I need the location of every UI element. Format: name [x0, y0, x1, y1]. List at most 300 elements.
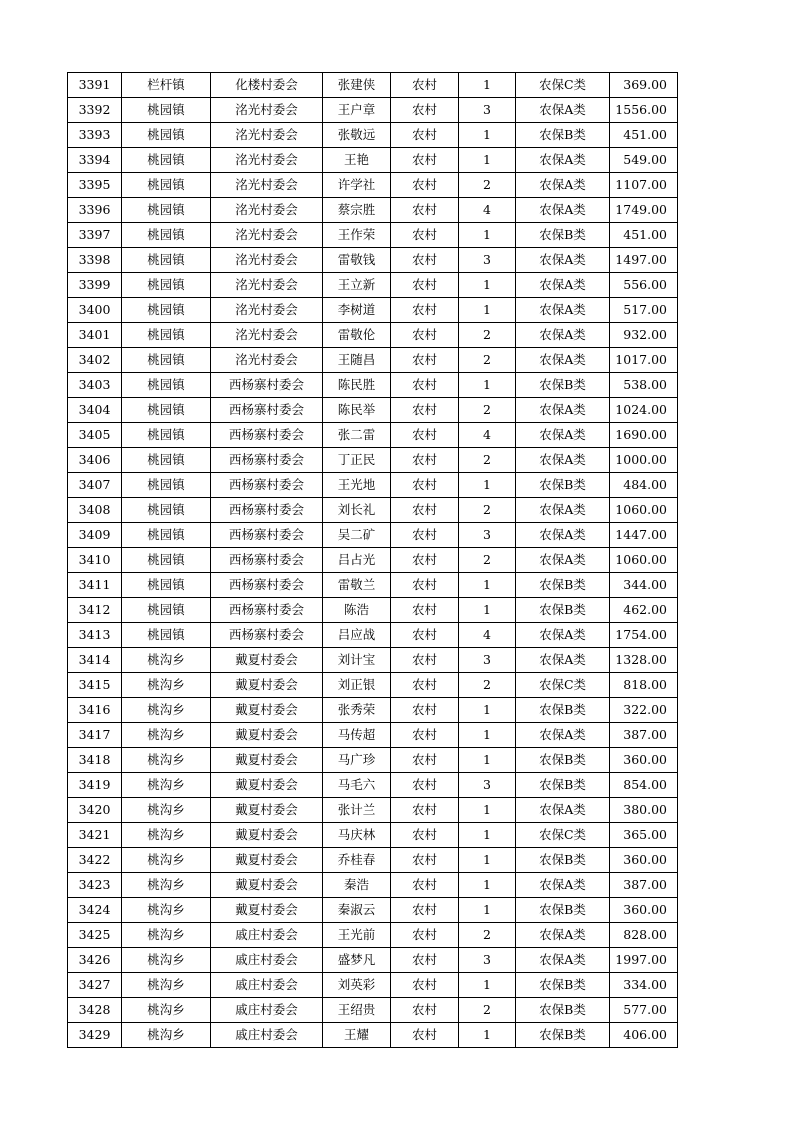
table-row — [68, 348, 678, 373]
household-count-cell: 3 — [459, 523, 516, 548]
serial-number-cell: 3418 — [68, 748, 122, 773]
village-committee-cell: 西杨寨村委会 — [211, 548, 323, 573]
household-count-cell: 1 — [459, 873, 516, 898]
town-cell: 桃园镇 — [122, 148, 211, 173]
residence-type-cell: 农村 — [391, 998, 459, 1023]
insurance-category-cell: 农保B类 — [516, 573, 610, 598]
serial-number-cell: 3422 — [68, 848, 122, 873]
insurance-category-cell: 农保B类 — [516, 848, 610, 873]
table-row — [68, 973, 678, 998]
table-body — [68, 73, 678, 1048]
town-cell: 桃园镇 — [122, 273, 211, 298]
residence-type-cell: 农村 — [391, 623, 459, 648]
town-cell: 桃沟乡 — [122, 998, 211, 1023]
household-count-cell: 1 — [459, 823, 516, 848]
residence-type-cell: 农村 — [391, 198, 459, 223]
name-cell: 雷敬兰 — [323, 573, 391, 598]
serial-number-cell: 3404 — [68, 398, 122, 423]
name-cell: 刘长礼 — [323, 498, 391, 523]
insurance-category-cell: 农保B类 — [516, 898, 610, 923]
household-count-cell: 4 — [459, 423, 516, 448]
insurance-category-cell: 农保A类 — [516, 548, 610, 573]
household-count-cell: 1 — [459, 1023, 516, 1048]
town-cell: 桃园镇 — [122, 98, 211, 123]
village-committee-cell: 洺光村委会 — [211, 148, 323, 173]
insurance-category-cell: 农保A类 — [516, 273, 610, 298]
residence-type-cell: 农村 — [391, 248, 459, 273]
amount-cell: 451.00 — [610, 123, 678, 148]
town-cell: 桃园镇 — [122, 548, 211, 573]
town-cell: 桃园镇 — [122, 448, 211, 473]
amount-cell: 1447.00 — [610, 523, 678, 548]
insurance-category-cell: 农保B类 — [516, 773, 610, 798]
town-cell: 桃沟乡 — [122, 698, 211, 723]
table-row — [68, 798, 678, 823]
name-cell: 王艳 — [323, 148, 391, 173]
household-count-cell: 3 — [459, 98, 516, 123]
insurance-category-cell: 农保C类 — [516, 73, 610, 98]
serial-number-cell: 3420 — [68, 798, 122, 823]
village-committee-cell: 西杨寨村委会 — [211, 498, 323, 523]
amount-cell: 556.00 — [610, 273, 678, 298]
serial-number-cell: 3395 — [68, 173, 122, 198]
amount-cell: 360.00 — [610, 898, 678, 923]
household-count-cell: 1 — [459, 973, 516, 998]
table-row — [68, 923, 678, 948]
amount-cell: 334.00 — [610, 973, 678, 998]
serial-number-cell: 3396 — [68, 198, 122, 223]
insurance-category-cell: 农保A类 — [516, 298, 610, 323]
residence-type-cell: 农村 — [391, 273, 459, 298]
table-row — [68, 373, 678, 398]
name-cell: 张敬远 — [323, 123, 391, 148]
residence-type-cell: 农村 — [391, 323, 459, 348]
amount-cell: 322.00 — [610, 698, 678, 723]
name-cell: 马毛六 — [323, 773, 391, 798]
town-cell: 桃园镇 — [122, 123, 211, 148]
town-cell: 桃沟乡 — [122, 723, 211, 748]
insurance-category-cell: 农保A类 — [516, 523, 610, 548]
residence-type-cell: 农村 — [391, 73, 459, 98]
residence-type-cell: 农村 — [391, 973, 459, 998]
village-committee-cell: 洺光村委会 — [211, 248, 323, 273]
name-cell: 王作荣 — [323, 223, 391, 248]
residence-type-cell: 农村 — [391, 723, 459, 748]
name-cell: 王绍贵 — [323, 998, 391, 1023]
village-committee-cell: 戚庄村委会 — [211, 923, 323, 948]
village-committee-cell: 戴夏村委会 — [211, 673, 323, 698]
insurance-category-cell: 农保A类 — [516, 448, 610, 473]
amount-cell: 1024.00 — [610, 398, 678, 423]
residence-type-cell: 农村 — [391, 923, 459, 948]
amount-cell: 818.00 — [610, 673, 678, 698]
insurance-category-cell: 农保A类 — [516, 948, 610, 973]
household-count-cell: 3 — [459, 648, 516, 673]
town-cell: 桃园镇 — [122, 323, 211, 348]
household-count-cell: 1 — [459, 698, 516, 723]
name-cell: 张秀荣 — [323, 698, 391, 723]
table-row — [68, 448, 678, 473]
residence-type-cell: 农村 — [391, 573, 459, 598]
residence-type-cell: 农村 — [391, 598, 459, 623]
town-cell: 桃园镇 — [122, 298, 211, 323]
household-count-cell: 1 — [459, 373, 516, 398]
serial-number-cell: 3414 — [68, 648, 122, 673]
household-count-cell: 1 — [459, 148, 516, 173]
name-cell: 雷敬伦 — [323, 323, 391, 348]
town-cell: 栏杆镇 — [122, 73, 211, 98]
name-cell: 张计兰 — [323, 798, 391, 823]
name-cell: 王光前 — [323, 923, 391, 948]
household-count-cell: 2 — [459, 998, 516, 1023]
town-cell: 桃园镇 — [122, 198, 211, 223]
table-row — [68, 673, 678, 698]
insurance-category-cell: 农保A类 — [516, 148, 610, 173]
residence-type-cell: 农村 — [391, 673, 459, 698]
table-row — [68, 223, 678, 248]
village-committee-cell: 洺光村委会 — [211, 123, 323, 148]
amount-cell: 854.00 — [610, 773, 678, 798]
amount-cell: 1997.00 — [610, 948, 678, 973]
insurance-category-cell: 农保A类 — [516, 873, 610, 898]
town-cell: 桃园镇 — [122, 498, 211, 523]
village-committee-cell: 西杨寨村委会 — [211, 598, 323, 623]
town-cell: 桃沟乡 — [122, 923, 211, 948]
town-cell: 桃沟乡 — [122, 798, 211, 823]
household-count-cell: 1 — [459, 598, 516, 623]
table-row — [68, 148, 678, 173]
table-row — [68, 773, 678, 798]
insurance-category-cell: 农保B类 — [516, 748, 610, 773]
household-count-cell: 1 — [459, 473, 516, 498]
table-row — [68, 398, 678, 423]
village-committee-cell: 洺光村委会 — [211, 348, 323, 373]
table-row — [68, 548, 678, 573]
residence-type-cell: 农村 — [391, 773, 459, 798]
serial-number-cell: 3406 — [68, 448, 122, 473]
serial-number-cell: 3410 — [68, 548, 122, 573]
table-row — [68, 623, 678, 648]
insurance-category-cell: 农保C类 — [516, 823, 610, 848]
residence-type-cell: 农村 — [391, 948, 459, 973]
insurance-category-cell: 农保B类 — [516, 973, 610, 998]
table-row — [68, 298, 678, 323]
serial-number-cell: 3411 — [68, 573, 122, 598]
residence-type-cell: 农村 — [391, 348, 459, 373]
village-committee-cell: 戴夏村委会 — [211, 648, 323, 673]
insurance-category-cell: 农保A类 — [516, 173, 610, 198]
serial-number-cell: 3429 — [68, 1023, 122, 1048]
name-cell: 王随昌 — [323, 348, 391, 373]
village-committee-cell: 戴夏村委会 — [211, 698, 323, 723]
household-count-cell: 1 — [459, 223, 516, 248]
residence-type-cell: 农村 — [391, 648, 459, 673]
residence-type-cell: 农村 — [391, 173, 459, 198]
insurance-category-cell: 农保A类 — [516, 323, 610, 348]
town-cell: 桃沟乡 — [122, 948, 211, 973]
serial-number-cell: 3407 — [68, 473, 122, 498]
amount-cell: 406.00 — [610, 1023, 678, 1048]
town-cell: 桃沟乡 — [122, 673, 211, 698]
name-cell: 陈浩 — [323, 598, 391, 623]
village-committee-cell: 戴夏村委会 — [211, 773, 323, 798]
table-row — [68, 98, 678, 123]
amount-cell: 387.00 — [610, 723, 678, 748]
amount-cell: 1556.00 — [610, 98, 678, 123]
table-row — [68, 698, 678, 723]
amount-cell: 484.00 — [610, 473, 678, 498]
name-cell: 王户章 — [323, 98, 391, 123]
household-count-cell: 1 — [459, 573, 516, 598]
town-cell: 桃沟乡 — [122, 973, 211, 998]
residence-type-cell: 农村 — [391, 698, 459, 723]
name-cell: 陈民胜 — [323, 373, 391, 398]
residence-type-cell: 农村 — [391, 398, 459, 423]
table-row — [68, 873, 678, 898]
insurance-category-cell: 农保B类 — [516, 373, 610, 398]
insurance-category-cell: 农保A类 — [516, 798, 610, 823]
insurance-category-cell: 农保B类 — [516, 698, 610, 723]
name-cell: 刘正银 — [323, 673, 391, 698]
residence-type-cell: 农村 — [391, 548, 459, 573]
name-cell: 秦淑云 — [323, 898, 391, 923]
name-cell: 马庆林 — [323, 823, 391, 848]
name-cell: 雷敬钱 — [323, 248, 391, 273]
town-cell: 桃沟乡 — [122, 1023, 211, 1048]
household-count-cell: 1 — [459, 723, 516, 748]
table-row — [68, 498, 678, 523]
insurance-category-cell: 农保A类 — [516, 723, 610, 748]
household-count-cell: 1 — [459, 798, 516, 823]
village-committee-cell: 戴夏村委会 — [211, 873, 323, 898]
village-committee-cell: 戚庄村委会 — [211, 1023, 323, 1048]
insurance-category-cell: 农保A类 — [516, 98, 610, 123]
amount-cell: 1017.00 — [610, 348, 678, 373]
residence-type-cell: 农村 — [391, 423, 459, 448]
residence-type-cell: 农村 — [391, 123, 459, 148]
amount-cell: 517.00 — [610, 298, 678, 323]
village-committee-cell: 洺光村委会 — [211, 173, 323, 198]
name-cell: 张建侠 — [323, 73, 391, 98]
residence-type-cell: 农村 — [391, 298, 459, 323]
village-committee-cell: 戴夏村委会 — [211, 823, 323, 848]
serial-number-cell: 3399 — [68, 273, 122, 298]
serial-number-cell: 3427 — [68, 973, 122, 998]
serial-number-cell: 3394 — [68, 148, 122, 173]
town-cell: 桃园镇 — [122, 523, 211, 548]
village-committee-cell: 西杨寨村委会 — [211, 448, 323, 473]
name-cell: 盛梦凡 — [323, 948, 391, 973]
name-cell: 吕占光 — [323, 548, 391, 573]
residence-type-cell: 农村 — [391, 148, 459, 173]
insurance-category-cell: 农保C类 — [516, 673, 610, 698]
village-committee-cell: 洺光村委会 — [211, 198, 323, 223]
amount-cell: 451.00 — [610, 223, 678, 248]
village-committee-cell: 化楼村委会 — [211, 73, 323, 98]
serial-number-cell: 3426 — [68, 948, 122, 973]
table-row — [68, 723, 678, 748]
household-count-cell: 2 — [459, 923, 516, 948]
town-cell: 桃园镇 — [122, 423, 211, 448]
serial-number-cell: 3400 — [68, 298, 122, 323]
town-cell: 桃沟乡 — [122, 873, 211, 898]
name-cell: 王立新 — [323, 273, 391, 298]
residence-type-cell: 农村 — [391, 448, 459, 473]
household-count-cell: 1 — [459, 273, 516, 298]
serial-number-cell: 3424 — [68, 898, 122, 923]
name-cell: 丁正民 — [323, 448, 391, 473]
name-cell: 马传超 — [323, 723, 391, 748]
town-cell: 桃园镇 — [122, 573, 211, 598]
insurance-category-cell: 农保A类 — [516, 248, 610, 273]
residence-type-cell: 农村 — [391, 223, 459, 248]
town-cell: 桃沟乡 — [122, 823, 211, 848]
insurance-category-cell: 农保A类 — [516, 498, 610, 523]
village-committee-cell: 洺光村委会 — [211, 223, 323, 248]
town-cell: 桃沟乡 — [122, 748, 211, 773]
residence-type-cell: 农村 — [391, 823, 459, 848]
amount-cell: 1497.00 — [610, 248, 678, 273]
insurance-category-cell: 农保A类 — [516, 923, 610, 948]
household-count-cell: 4 — [459, 623, 516, 648]
village-committee-cell: 戚庄村委会 — [211, 973, 323, 998]
amount-cell: 538.00 — [610, 373, 678, 398]
table-row — [68, 598, 678, 623]
village-committee-cell: 洺光村委会 — [211, 273, 323, 298]
village-committee-cell: 西杨寨村委会 — [211, 373, 323, 398]
household-count-cell: 2 — [459, 398, 516, 423]
serial-number-cell: 3425 — [68, 923, 122, 948]
household-count-cell: 2 — [459, 323, 516, 348]
serial-number-cell: 3401 — [68, 323, 122, 348]
household-count-cell: 3 — [459, 948, 516, 973]
serial-number-cell: 3412 — [68, 598, 122, 623]
serial-number-cell: 3419 — [68, 773, 122, 798]
amount-cell: 360.00 — [610, 748, 678, 773]
table-row — [68, 1023, 678, 1048]
table-row — [68, 898, 678, 923]
amount-cell: 1107.00 — [610, 173, 678, 198]
residence-type-cell: 农村 — [391, 498, 459, 523]
amount-cell: 344.00 — [610, 573, 678, 598]
insurance-category-cell: 农保B类 — [516, 1023, 610, 1048]
residence-type-cell: 农村 — [391, 1023, 459, 1048]
insurance-category-cell: 农保B类 — [516, 473, 610, 498]
residence-type-cell: 农村 — [391, 473, 459, 498]
serial-number-cell: 3428 — [68, 998, 122, 1023]
insurance-category-cell: 农保A类 — [516, 648, 610, 673]
amount-cell: 1690.00 — [610, 423, 678, 448]
village-committee-cell: 西杨寨村委会 — [211, 398, 323, 423]
household-count-cell: 3 — [459, 773, 516, 798]
town-cell: 桃园镇 — [122, 623, 211, 648]
insurance-category-cell: 农保A类 — [516, 398, 610, 423]
amount-cell: 932.00 — [610, 323, 678, 348]
insurance-category-cell: 农保A类 — [516, 623, 610, 648]
serial-number-cell: 3403 — [68, 373, 122, 398]
amount-cell: 1000.00 — [610, 448, 678, 473]
name-cell: 吕应战 — [323, 623, 391, 648]
name-cell: 陈民举 — [323, 398, 391, 423]
amount-cell: 549.00 — [610, 148, 678, 173]
village-committee-cell: 戴夏村委会 — [211, 723, 323, 748]
household-count-cell: 4 — [459, 198, 516, 223]
table-row — [68, 523, 678, 548]
serial-number-cell: 3415 — [68, 673, 122, 698]
name-cell: 王光地 — [323, 473, 391, 498]
amount-cell: 365.00 — [610, 823, 678, 848]
village-committee-cell: 西杨寨村委会 — [211, 623, 323, 648]
name-cell: 乔桂春 — [323, 848, 391, 873]
town-cell: 桃沟乡 — [122, 848, 211, 873]
residence-type-cell: 农村 — [391, 748, 459, 773]
household-count-cell: 1 — [459, 298, 516, 323]
town-cell: 桃园镇 — [122, 598, 211, 623]
village-committee-cell: 戚庄村委会 — [211, 948, 323, 973]
town-cell: 桃园镇 — [122, 473, 211, 498]
table-row — [68, 948, 678, 973]
amount-cell: 360.00 — [610, 848, 678, 873]
amount-cell: 380.00 — [610, 798, 678, 823]
name-cell: 马广珍 — [323, 748, 391, 773]
village-committee-cell: 戴夏村委会 — [211, 748, 323, 773]
village-committee-cell: 洺光村委会 — [211, 298, 323, 323]
insurance-category-cell: 农保A类 — [516, 348, 610, 373]
serial-number-cell: 3402 — [68, 348, 122, 373]
serial-number-cell: 3408 — [68, 498, 122, 523]
residence-type-cell: 农村 — [391, 873, 459, 898]
household-count-cell: 2 — [459, 348, 516, 373]
town-cell: 桃园镇 — [122, 348, 211, 373]
village-committee-cell: 洺光村委会 — [211, 98, 323, 123]
name-cell: 吴二矿 — [323, 523, 391, 548]
insurance-category-cell: 农保B类 — [516, 123, 610, 148]
table-row — [68, 248, 678, 273]
residence-type-cell: 农村 — [391, 798, 459, 823]
serial-number-cell: 3392 — [68, 98, 122, 123]
household-count-cell: 2 — [459, 173, 516, 198]
insurance-category-cell: 农保B类 — [516, 223, 610, 248]
village-committee-cell: 西杨寨村委会 — [211, 473, 323, 498]
amount-cell: 387.00 — [610, 873, 678, 898]
records-table — [67, 72, 678, 1048]
residence-type-cell: 农村 — [391, 523, 459, 548]
village-committee-cell: 戴夏村委会 — [211, 848, 323, 873]
residence-type-cell: 农村 — [391, 373, 459, 398]
table-row — [68, 648, 678, 673]
village-committee-cell: 洺光村委会 — [211, 323, 323, 348]
name-cell: 李树道 — [323, 298, 391, 323]
town-cell: 桃园镇 — [122, 248, 211, 273]
serial-number-cell: 3397 — [68, 223, 122, 248]
table-row — [68, 273, 678, 298]
household-count-cell: 2 — [459, 673, 516, 698]
table-row — [68, 73, 678, 98]
name-cell: 张二雷 — [323, 423, 391, 448]
insurance-category-cell: 农保B类 — [516, 998, 610, 1023]
table-row — [68, 123, 678, 148]
town-cell: 桃园镇 — [122, 223, 211, 248]
residence-type-cell: 农村 — [391, 898, 459, 923]
name-cell: 刘计宝 — [323, 648, 391, 673]
amount-cell: 369.00 — [610, 73, 678, 98]
table-row — [68, 323, 678, 348]
town-cell: 桃沟乡 — [122, 773, 211, 798]
household-count-cell: 1 — [459, 123, 516, 148]
serial-number-cell: 3398 — [68, 248, 122, 273]
serial-number-cell: 3405 — [68, 423, 122, 448]
village-committee-cell: 戚庄村委会 — [211, 998, 323, 1023]
